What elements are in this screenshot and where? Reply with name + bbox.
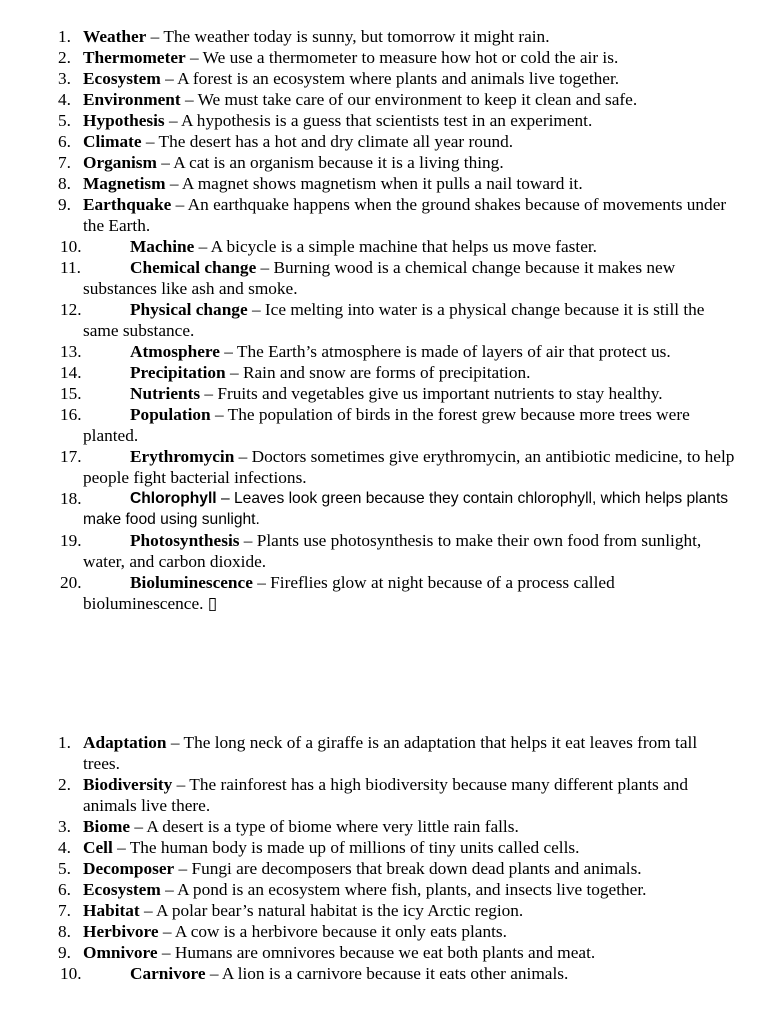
definition: – Fungi are decomposers that break down dead plants and animals. (174, 859, 642, 878)
list-item: 19. Photosynthesis – Plants use photosynthesis to make their own food from sunlight, water, and carbon dioxide. (60, 531, 702, 571)
list-item: 1. Adaptation – The long neck of a giraffe is an adaptation that helps it eat leaves from tall trees. (58, 733, 698, 773)
list-item: 18. Chlorophyll – Leaves look green because they contain chlorophyll, which helps plants make food using sunlight. (60, 489, 729, 528)
term: Physical change (130, 300, 248, 319)
list-item: 7. Organism – A cat is an organism because it is a living thing. (58, 153, 504, 172)
definition: – A pond is an ecosystem where fish, plants, and insects live together. (160, 880, 647, 899)
definition: – The desert has a hot and dry climate all year round. (141, 132, 514, 151)
term: Chlorophyll (130, 490, 217, 507)
term: Habitat (83, 901, 140, 920)
definition: – Leaves look green because they contain chlorophyll, which helps plants make food using sunlight. (83, 490, 729, 528)
list-item: 4. Environment – We must take care of our environment to keep it clean and safe. (58, 90, 638, 109)
list-item: 10. Machine – A bicycle is a simple machine that helps us move faster. (60, 237, 597, 256)
term: Ecosystem (83, 880, 161, 899)
definition: – Humans are omnivores because we eat both plants and meat. (157, 943, 596, 962)
list-item: 6. Climate – The desert has a hot and dry climate all year round. (58, 132, 514, 151)
term: Carnivore (130, 964, 206, 983)
list-item: 3. Ecosystem – A forest is an ecosystem where plants and animals live together. (58, 69, 620, 88)
list-item: 5. Hypothesis – A hypothesis is a guess that scientists test in an experiment. (58, 111, 593, 130)
definition: – An earthquake happens when the ground shakes because of movements under the Earth. (83, 195, 727, 235)
list-item: 11. Chemical change – Burning wood is a chemical change because it makes new substances like ash and smoke. (60, 258, 676, 298)
term: Ecosystem (83, 69, 161, 88)
term: Erythromycin (130, 447, 235, 466)
list-item: 8. Magnetism – A magnet shows magnetism when it pulls a nail toward it. (58, 174, 583, 193)
list-item: 9. Omnivore – Humans are omnivores because we eat both plants and meat. (58, 943, 596, 962)
vocabulary-list-one (0, 26, 768, 614)
definition: – The weather today is sunny, but tomorrow it might rain. (146, 27, 550, 46)
list-item: 16. Population – The population of birds in the forest grew because more trees were planted. (60, 405, 690, 445)
term: Chemical change (130, 258, 257, 277)
term: Nutrients (130, 384, 201, 403)
definition: – Burning wood is a chemical change because it makes new substances like ash and smoke. (83, 258, 676, 298)
term: Magnetism (83, 174, 166, 193)
definition: – A polar bear’s natural habitat is the icy Arctic region. (139, 901, 524, 920)
list-item: 9. Earthquake – An earthquake happens when the ground shakes because of movements under the Earth. (58, 195, 727, 235)
definition: – A lion is a carnivore because it eats other animals. (205, 964, 569, 983)
term: Decomposer (83, 859, 175, 878)
list-item: 12. Physical change – Ice melting into water is a physical change because it is still the same substance. (60, 300, 705, 340)
term: Machine (130, 237, 195, 256)
list-item: 6. Ecosystem – A pond is an ecosystem where fish, plants, and insects live together. (58, 880, 647, 899)
term: Photosynthesis (130, 531, 240, 550)
list-item: 20. Bioluminescence – Fireflies glow at night because of a process called bioluminescence. ▯ (60, 573, 615, 613)
term: Bioluminescence (130, 573, 253, 592)
definition: – A magnet shows magnetism when it pulls a nail toward it. (165, 174, 583, 193)
list-item: 15. Nutrients – Fruits and vegetables give us important nutrients to stay healthy. (60, 384, 663, 403)
definition: – We use a thermometer to measure how hot or cold the air is. (185, 48, 619, 67)
list-item: 13. Atmosphere – The Earth’s atmosphere is made of layers of air that protect us. (60, 342, 671, 361)
definition: – Doctors sometimes give erythromycin, an antibiotic medicine, to help people fight bacterial infections. (83, 447, 735, 487)
list-item: 8. Herbivore – A cow is a herbivore because it only eats plants. (58, 922, 507, 941)
list-item: 10. Carnivore – A lion is a carnivore because it eats other animals. (60, 964, 569, 983)
term: Hypothesis (83, 111, 165, 130)
definition: – A cow is a herbivore because it only eats plants. (158, 922, 507, 941)
definition: – We must take care of our environment to keep it clean and safe. (180, 90, 638, 109)
term: Thermometer (83, 48, 186, 67)
vocabulary-list-two (0, 732, 768, 984)
list-item: 17. Erythromycin – Doctors sometimes give erythromycin, an antibiotic medicine, to help people fight bacterial infections. (60, 447, 735, 487)
term: Precipitation (130, 363, 226, 382)
term: Climate (83, 132, 142, 151)
definition: – Rain and snow are forms of precipitation. (225, 363, 531, 382)
list-item: 4. Cell – The human body is made up of millions of tiny units called cells. (58, 838, 580, 857)
list-item: 14. Precipitation – Rain and snow are forms of precipitation. (60, 363, 531, 382)
definition: – A hypothesis is a guess that scientists test in an experiment. (164, 111, 593, 130)
list-item: 1. Weather – The weather today is sunny, but tomorrow it might rain. (58, 27, 550, 46)
term: Omnivore (83, 943, 158, 962)
list-item: 2. Biodiversity – The rainforest has a high biodiversity because many different plants and animals live there. (58, 775, 689, 815)
definition: – A bicycle is a simple machine that helps us move faster. (194, 237, 597, 256)
term: Biome (83, 817, 131, 836)
definition: – The population of birds in the forest grew because more trees were planted. (83, 405, 690, 445)
term: Atmosphere (130, 342, 220, 361)
definition: – The human body is made up of millions of tiny units called cells. (112, 838, 580, 857)
definition: – Fruits and vegetables give us important nutrients to stay healthy. (200, 384, 663, 403)
definition: – Plants use photosynthesis to make their own food from sunlight, water, and carbon dioxide. (83, 531, 702, 571)
definition: – A forest is an ecosystem where plants and animals live together. (160, 69, 620, 88)
term: Earthquake (83, 195, 172, 214)
list-item: 7. Habitat – A polar bear’s natural habitat is the icy Arctic region. (58, 901, 524, 920)
list-item: 3. Biome – A desert is a type of biome where very little rain falls. (58, 817, 519, 836)
definition: – A desert is a type of biome where very little rain falls. (130, 817, 519, 836)
list-item: 5. Decomposer – Fungi are decomposers that break down dead plants and animals. (58, 859, 642, 878)
term: Cell (83, 838, 113, 857)
term: Population (130, 405, 211, 424)
term: Weather (83, 27, 147, 46)
term: Environment (83, 90, 181, 109)
term: Adaptation (83, 733, 167, 752)
term: Biodiversity (83, 775, 173, 794)
definition: – The rainforest has a high biodiversity because many different plants and animals live there. (83, 775, 689, 815)
definition: – Fireflies glow at night because of a process called bioluminescence. ▯ (83, 573, 615, 613)
term: Herbivore (83, 922, 159, 941)
term: Organism (83, 153, 157, 172)
definition: – The long neck of a giraffe is an adaptation that helps it eat leaves from tall trees. (83, 733, 698, 773)
definition: – A cat is an organism because it is a living thing. (156, 153, 504, 172)
definition: – The Earth’s atmosphere is made of layers of air that protect us. (219, 342, 671, 361)
list-item: 2. Thermometer – We use a thermometer to measure how hot or cold the air is. (58, 48, 619, 67)
definition: – Ice melting into water is a physical change because it is still the same substance. (83, 300, 705, 340)
